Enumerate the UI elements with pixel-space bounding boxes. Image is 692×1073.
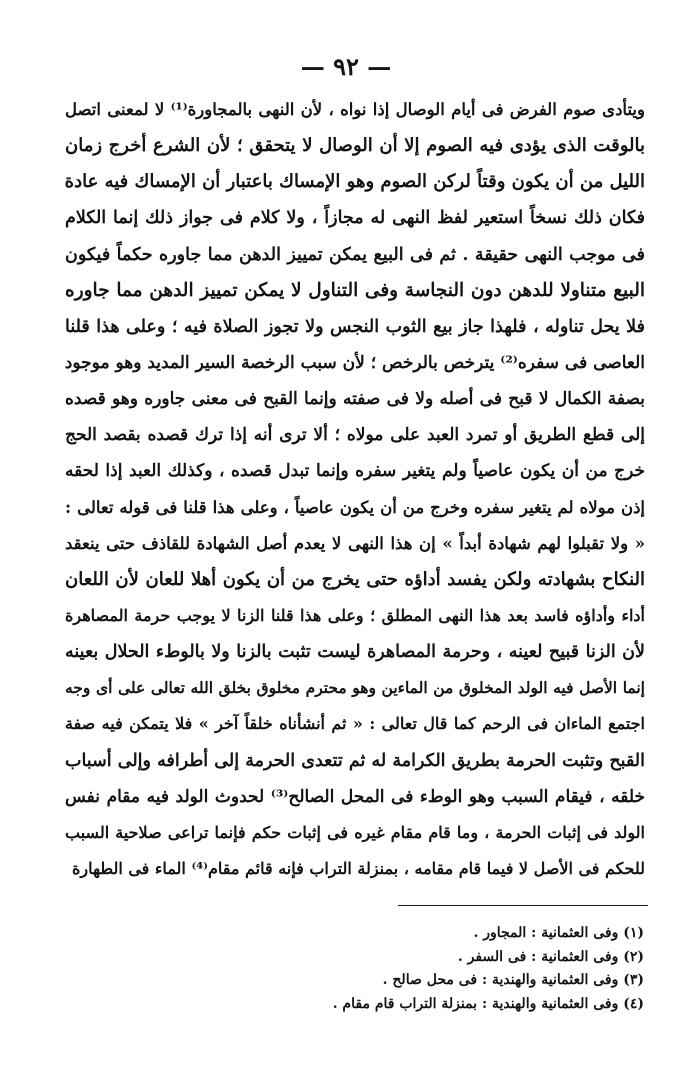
text-line-5: فى موجب النهى حقيقة . ثم فى البيع يمكن تمييز الدهن مما جاوره حكماً فيكون — [65, 244, 645, 265]
text-line-13: « ولا تقبلوا لهم شهادة أبداً » إن هذا النهى لا يعدم أصل الشهادة للقاذف حتى ينعقد — [65, 533, 645, 553]
text-line-7: فلا يحل تناوله ، فلهذا جاز بيع الثوب النجس ولا تجوز الصلاة فيه ؛ وعلى هذا قلنا — [65, 316, 645, 337]
footnote-4: (٤) وفى العثمانية والهندية : بمنزلة التراب قام مقام . — [332, 995, 644, 1012]
text-line-4: فكان ذلك نسخاً استعير لفظ النهى له مجازاً ، ولا كلام فى جواز ذلك إنما الكلام — [65, 208, 645, 229]
text-line-1: ويتأدى صوم الفرض فى أيام الوصال إذا نواه ، لأن النهى بالمجاورة⁽¹⁾ لا لمعنى اتصل — [65, 100, 645, 119]
text-line-20: خلقه ، فيقام السبب وهو الوطء فى المحل الصالح⁽³⁾ لحدوث الولد فيه مقام نفس — [65, 786, 645, 807]
text-line-21: الولد فى إثبات الحرمة ، وما قام مقام غيره فى إثبات حكم فإنما تراعى صلاحية السبب — [65, 822, 645, 842]
text-line-17: إنما الأصل فيه الولد المخلوق من الماءين وهو محترم مخلوق بخلق الله تعالى على أى وجه — [65, 678, 645, 698]
text-line-2: بالوقت الذى يؤدى فيه الصوم إلا أن الوصال لا يتحقق ؛ لأن الشرع أخرج زمان — [65, 135, 645, 157]
footnote-1: (١) وفى العثمانية : المجاور . — [473, 925, 644, 941]
footnote-divider — [398, 905, 648, 906]
text-line-11: خرج من أن يكون عاصياً ولم يتغير سفره وإنما تبدل قصده ، وكذلك العبد إذا لحقه — [65, 461, 645, 482]
text-line-3: الليل من أن يكون وقتاً لركن الصوم وهو الإمساك باعتبار أن الإمساك فيه عادة — [65, 171, 645, 193]
text-line-19: القبح وتثبت الحرمة بطريق الكرامة له ثم تتعدى الحرمة إلى أطرافه وإلى أسباب — [65, 750, 645, 771]
text-line-22: للحكم فى الأصل لا فيما قام مقامه ، بمنزلة التراب فإنه قائم مقام⁽⁴⁾ الماء فى الطهارة — [71, 858, 645, 878]
text-line-14: النكاح بشهادته ولكن يفسد أداؤه حتى يخرج من أن يكون أهلا للعان لأن اللعان — [65, 568, 645, 590]
text-line-18: اجتمع الماءان فى الرحم كما قال تعالى : « ثم أنشأناه خلقاً آخر » فلا يتمكن فيه صفة — [65, 714, 645, 734]
text-line-16: لأن الزنا قبيح لعينه ، وحرمة المصاهرة ليست تثبت بالزنا ولا بالوطء الحلال بعينه — [65, 642, 645, 663]
text-line-8: العاصى فى سفره⁽²⁾ يترخص بالرخص ؛ لأن سبب الرخصة السير المديد وهو موجود — [65, 352, 645, 373]
page-number: — ٩٢ — — [300, 52, 392, 81]
text-line-6: البيع متناولا للدهن دون النجاسة وفى التناول لا يمكن تمييز الدهن مما جاوره — [65, 279, 645, 301]
text-line-12: إذن مولاه لم يتغير سفره وخرج من أن يكون عاصياً ، وعلى هذا قلنا فى قوله تعالى : — [65, 497, 645, 517]
text-line-15: أداء وأداؤه فاسد بعد هذا النهى المطلق ؛ وعلى هذا قلنا الزنا لا يوجب حرمة المصاهرة — [65, 605, 645, 625]
footnote-3: (٣) وفى العثمانية والهندية : فى محل صالح . — [382, 972, 644, 988]
footnotes — [200, 922, 644, 1016]
main-text — [65, 92, 645, 887]
footnote-2: (٢) وفى العثمانية : فى السفر . — [457, 948, 644, 965]
text-line-9: بصفة الكمال لا قبح فى أصله ولا فى صفته وإنما القبح فى معنى جاوره وهو قصده — [65, 389, 645, 410]
text-line-10: إلى قطع الطريق أو تمرد العبد على مولاه ؛ ألا ترى أنه إذا ترك قصده بقصد الحج — [65, 425, 645, 446]
